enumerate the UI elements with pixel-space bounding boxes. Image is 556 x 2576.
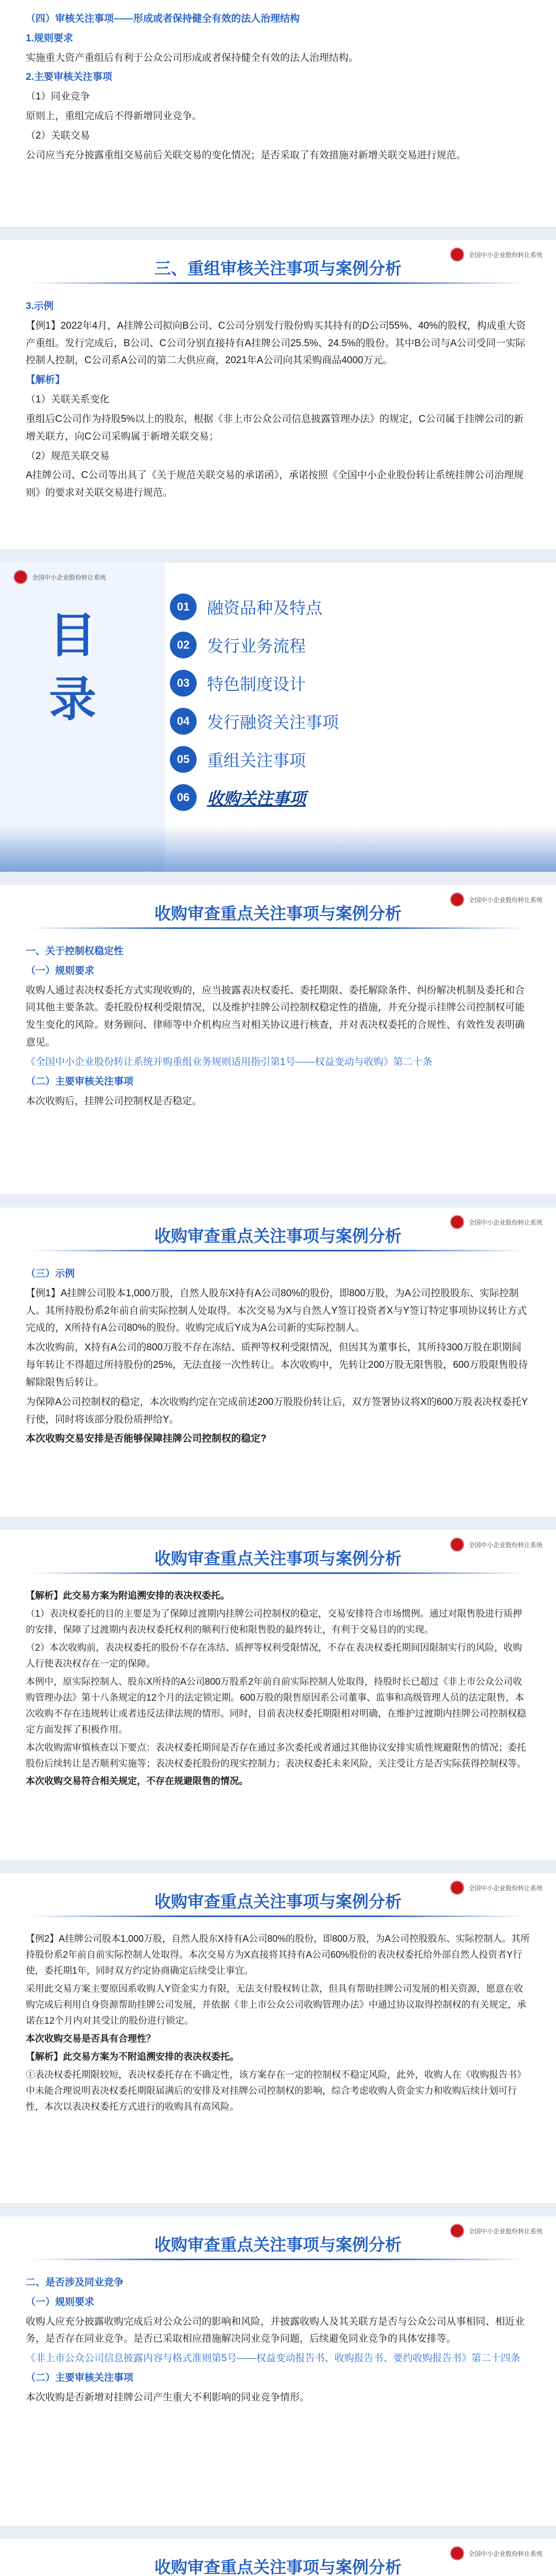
q1-text: 重组后C公司作为持股5%以上的股东，根据《非上市公众公司信息披露管理办法》的规定，C公司属于挂牌公司的新增关联方，向C公司采购属于新增关联交易； bbox=[26, 413, 524, 442]
header-band bbox=[31, 927, 525, 929]
slide-acq-fund-occupation bbox=[0, 2539, 556, 2576]
toc-num: 06 bbox=[170, 784, 197, 811]
header-band bbox=[31, 282, 525, 284]
item2: （2）关联交易 bbox=[26, 130, 90, 141]
slide-content bbox=[26, 1265, 530, 1450]
case-question: 本次收购交易是否具有合理性？ bbox=[26, 2033, 155, 2044]
toc-item[interactable] bbox=[170, 632, 489, 658]
toc-item[interactable] bbox=[170, 670, 489, 697]
slide-toc bbox=[0, 563, 556, 872]
rule-text: 收购人通过表决权委托方式实现收购的，应当披露表决权委托、委托期限、委托解除条件、纠纷解决机制及委托和合同其他主要条款。委托股份权利受限情况，以及维护挂牌公司控制权稳定性的措施，并充分提示挂牌公司控制权可能发生变化的风险。财务顾问、律师等中介机构应当对相关协议进行核查，并对表决权委托的合规性、有效性发表明确意见。 bbox=[26, 985, 525, 1048]
section-title: 一、关于控制权稳定性 bbox=[26, 946, 124, 957]
toc-label: 重组关注事项 bbox=[207, 751, 306, 770]
slide-content bbox=[26, 1588, 530, 1791]
logo: 全国中小企业股份转让系统 bbox=[450, 1537, 543, 1552]
slide-header: 收购审查重点关注事项与案例分析 bbox=[154, 2558, 402, 2576]
toc-item-active[interactable] bbox=[170, 784, 489, 811]
toc-label: 融资品种及特点 bbox=[207, 599, 323, 617]
q2-text: A挂牌公司、C公司等出具了《关于规范关联交易的承诺函》，承诺按照《全国中小企业股份转让系统挂牌公司治理规则》的要求对关联交易进行规范。 bbox=[26, 470, 524, 499]
analysis-title: 【解析】此交易方案为附追溯安排的表决权委托。 bbox=[26, 1590, 230, 1601]
slide-header: 三、重组审核关注事项与案例分析 bbox=[154, 259, 402, 278]
main-title: （二）主要审核关注事项 bbox=[26, 2372, 134, 2384]
rule-text: 实施重大资产重组后有利于公众公司形成或者保持健全有效的法人治理结构。 bbox=[26, 52, 359, 63]
toc-label: 发行融资关注事项 bbox=[207, 713, 339, 732]
slide-acq-competition bbox=[0, 2216, 556, 2526]
section-title: 二、是否涉及同业竞争 bbox=[26, 2277, 124, 2288]
slide-content bbox=[26, 1931, 530, 2116]
slide-acq-case1 bbox=[0, 1208, 556, 1517]
slide-header: 收购审查重点关注事项与案例分析 bbox=[154, 2235, 402, 2254]
point4: 本次收购需审慎核查以下要点：表决权委托期间是否存在通过多次委托或者通过其他协议安排实质性规避限售的情况；委托股份后续转让是否顺利实施等；表决权委托股份的现实控制力；表决权委托未来风险，关注受让方是否实际获得控制权等。 bbox=[26, 1742, 526, 1769]
case-title: （三）示例 bbox=[26, 1268, 75, 1279]
item1: （1）同业竞争 bbox=[26, 91, 90, 103]
rule-title: （一）规则要求 bbox=[26, 965, 95, 976]
slide-header: 收购审查重点关注事项与案例分析 bbox=[154, 1227, 402, 1245]
logo: 全国中小企业股份转让系统 bbox=[450, 892, 543, 907]
slide-acq-case2 bbox=[0, 1873, 556, 2203]
slide-header: 收购审查重点关注事项与案例分析 bbox=[154, 1892, 402, 1911]
slide-content bbox=[26, 2274, 530, 2409]
main-title: （二）主要审核关注事项 bbox=[26, 1076, 134, 1087]
toc-title: 目录 bbox=[49, 609, 97, 726]
toc-list bbox=[170, 594, 489, 822]
case-text-2: 本次收购前，X持有A公司的800万股不存在冻结、质押等权利受限情况，但因其为董事长，其所持300万股在职期间每年转让不得超过所持股份的25%，无法直接一次性转让。本次收购中，先转让200万股无限售股，600万股限售股待解除限售后转让。 bbox=[26, 1342, 528, 1388]
analysis-point: ①表决权委托期限较短，表决权委托存在不确定性，该方案存在一定的控制权不稳定风险，此外，收购人在《收购报告书》中未能合理说明表决权委托期限届满后的安排及对挂牌公司控制权的影响，综合考虑收购人资金实力和收购后续计划可行性，本次以表决权委托方式进行的收购具有高风险。 bbox=[26, 2069, 526, 2112]
header-band bbox=[31, 1572, 525, 1574]
slide-header: 收购审查重点关注事项与案例分析 bbox=[154, 904, 402, 923]
case-text-3: 为保障A公司控制权的稳定，本次收购约定在完成前述200万股股份转让后，双方签署协议将X的600万股表决权委托Y行使，同时将该部分股份质押给Y。 bbox=[26, 1396, 528, 1425]
logo: 全国中小企业股份转让系统 bbox=[13, 570, 106, 584]
case-text-2: 采用此交易方案主要原因系收购人Y资金实力有限，无法支付股权转让款，但具有帮助挂牌公司发展的相关资源，愿意在收购完成后利用自身资源帮助挂牌公司发展，并依据《非上市公众公司收购管理办法》中通过协议取得控制权的有关规定，承诺在12个月内对其受让的股份进行锁定。 bbox=[26, 1983, 526, 2026]
analysis-title: 【解析】此交易方案为不附追溯安排的表决权委托。 bbox=[26, 2051, 239, 2062]
slide-content bbox=[26, 943, 530, 1112]
toc-item[interactable] bbox=[170, 746, 489, 773]
point3: 本例中，原实际控制人、股东X所持的A公司800万股系2年前自前实际控制人处取得，持股时长已超过《非上市公众公司收购管理办法》第十八条规定的12个月的法定锁定期。600万股的限售原因系公司董事、监事和高级管理人员的法定限售，本次收购不存在违规转让或者违反法律法规的情形。同时，目前表决权委托期限相对明确，在维护过渡期内挂牌公司控制权稳定方面发挥了积极作用。 bbox=[26, 1676, 526, 1735]
case-question: 本次收购交易安排是否能够保障挂牌公司控制权的稳定? bbox=[26, 1433, 267, 1445]
slide-acq-control bbox=[0, 885, 556, 1194]
case-text: 【例2】A挂牌公司股本1,000万股，自然人股东X持有A公司80%的股份，即800万股，为A公司控股股东、实际控制人。其所持股份系2年前自前实际控制人处取得。本次交易方为X直接将其持有A公司60%股份的表决权委托给外部自然人投资者Y行使，委托期1年，同时双方约定协商确定后续受让事宜。 bbox=[26, 1934, 530, 1976]
header-band bbox=[31, 1916, 525, 1917]
rule-note: 《全国中小企业股份转让系统并购重组业务规则适用指引第1号——权益变动与收购》第二十条 bbox=[26, 1056, 432, 1067]
item1-text: 原则上，重组完成后不得新增同业竞争。 bbox=[26, 111, 202, 122]
toc-item[interactable] bbox=[170, 708, 489, 735]
toc-label: 发行业务流程 bbox=[207, 637, 306, 655]
main-text: 本次收购后，挂牌公司控制权是否稳定。 bbox=[26, 1095, 202, 1107]
analysis-title: 【解析】 bbox=[26, 375, 65, 386]
q1: （1）关联关系变化 bbox=[26, 394, 110, 405]
item2-text: 公司应当充分披露重组交易前后关联交易的变化情况；是否采取了有效措施对新增关联交易进行规范。 bbox=[26, 149, 466, 161]
rule-text: 收购人应充分披露收购完成后对公众公司的影响和风险，并披露收购人及其关联方是否与公众公司从事相同、相近业务，是否存在同业竞争。是否已采取相应措施解决同业竞争问题，后续避免同业竞争的具体安排等。 bbox=[26, 2316, 525, 2345]
header-band bbox=[31, 2259, 525, 2260]
rule-title: 1.规则要求 bbox=[26, 32, 73, 44]
toc-num: 05 bbox=[170, 746, 197, 773]
logo: 全国中小企业股份转让系统 bbox=[450, 2546, 543, 2561]
logo: 全国中小企业股份转让系统 bbox=[450, 1880, 543, 1895]
toc-num: 01 bbox=[170, 594, 197, 620]
rule-title: （一）规则要求 bbox=[26, 2296, 95, 2308]
toc-num: 03 bbox=[170, 670, 197, 697]
main-title: 2.主要审核关注事项 bbox=[26, 72, 112, 83]
slide-content bbox=[26, 298, 530, 504]
slide-reorg-governance bbox=[0, 0, 556, 227]
toc-num: 04 bbox=[170, 708, 197, 735]
header-band bbox=[31, 1250, 525, 1251]
logo: 全国中小企业股份转让系统 bbox=[450, 247, 543, 262]
slide-content bbox=[26, 10, 530, 166]
toc-label: 特色制度设计 bbox=[207, 675, 306, 693]
toc-label: 收购关注事项 bbox=[207, 789, 306, 808]
case-text: 【例1】A挂牌公司股本1,000万股，自然人股东X持有A公司80%的股份，即800万股，为A公司控股股东、实际控制人。其所持股份系2年前自前实际控制人处取得。本次交易为X与自然人Y签订投资者X与Y签订特定事项协议转让方式完成的，X所持有A公司80%的股份。收购完成后Y成为A公司新的实际控制人。 bbox=[26, 1287, 527, 1334]
slide-header: 收购审查重点关注事项与案例分析 bbox=[154, 1549, 402, 1568]
toc-num: 02 bbox=[170, 632, 197, 658]
decorative-wave bbox=[0, 825, 556, 872]
slide-reorg-case bbox=[0, 240, 556, 549]
slide-acq-analysis1 bbox=[0, 1530, 556, 1860]
q2: （2）规范关联交易 bbox=[26, 450, 110, 462]
toc-item[interactable] bbox=[170, 594, 489, 620]
section-title: （四）审核关注事项——形成或者保持健全有效的法人治理结构 bbox=[26, 13, 300, 24]
point2: （2）本次收购前，表决权委托的股份不存在冻结、质押等权利受限情况，不存在表决权委托期间因限制实行的风险，收购人行使表决权存在一定的保障。 bbox=[26, 1642, 523, 1669]
logo: 全国中小企业股份转让系统 bbox=[450, 1215, 543, 1229]
conclusion: 本次收购交易符合相关规定，不存在规避限售的情况。 bbox=[26, 1776, 248, 1787]
main-text: 本次收购是否新增对挂牌公司产生重大不利影响的同业竞争情形。 bbox=[26, 2392, 310, 2403]
case-text: 【例1】2022年4月，A挂牌公司拟向B公司、C公司分别发行股份购买其持有的D公司55%、40%的股权，构成重大资产重组。发行完成后，B公司、C公司分别直接持有A挂牌公司25.5%、24.5%的股份。其中B公司与A公司受同一实际控制人控制，C公司系A公司的第二大供应商，2021年A公司向其采购商品4000万元。 bbox=[26, 320, 526, 366]
rule-note: 《非上市公众公司信息披露内容与格式准则第5号——权益变动报告书、收购报告书、要约收购报告书》第二十四条 bbox=[26, 2353, 520, 2364]
case-title: 3.示例 bbox=[26, 301, 54, 312]
logo-seal-icon bbox=[13, 570, 28, 584]
logo: 全国中小企业股份转让系统 bbox=[450, 2224, 543, 2238]
point1: （1）表决权委托的目的主要是为了保障过渡期内挂牌公司控制权的稳定，交易安排符合市场惯例。通过对限售股进行质押的安排，保障了过渡期内表决权委托权利的顺利行使和限售股的最终转让，有利于交易目的的实现。 bbox=[26, 1608, 523, 1635]
